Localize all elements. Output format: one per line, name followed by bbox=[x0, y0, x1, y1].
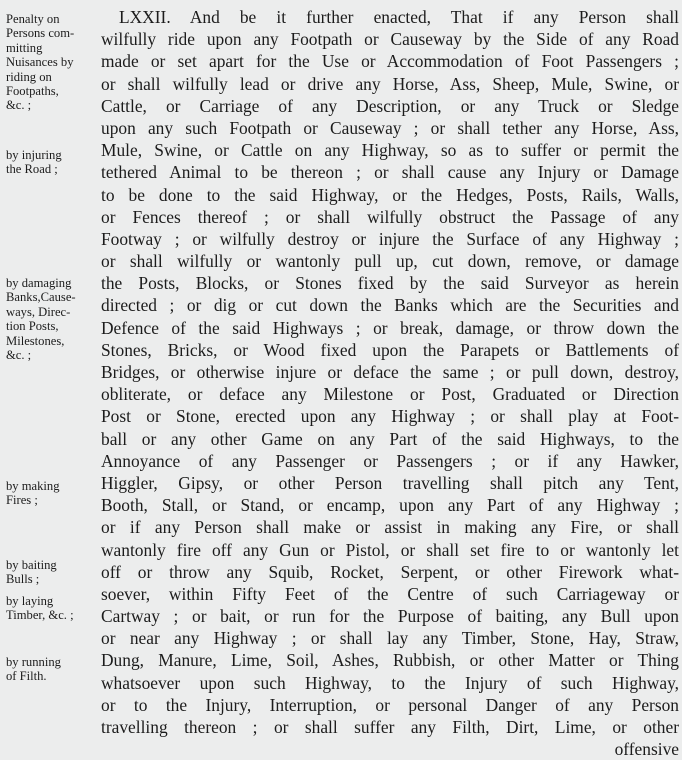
body-line: Bridges, or otherwise injure or deface the same ; or pull down, destroy, bbox=[101, 362, 679, 382]
body-line: off or throw any Squib, Rocket, Serpent, or other Firework what- bbox=[101, 561, 679, 582]
margin-note-line: &c. ; bbox=[6, 348, 32, 363]
body-line: the Posts, Blocks, or Stones fixed by the said Surveyor as herein bbox=[101, 273, 679, 294]
margin-note-line: by running bbox=[6, 655, 61, 669]
body-line: or if any Person shall make or assist in making any Fire, or shall bbox=[101, 517, 679, 538]
body-line: or Fences thereof ; or shall wilfully obstruct the Passage of any bbox=[101, 206, 679, 227]
margin-note-line: Fires ; bbox=[6, 493, 38, 508]
margin-note-line: by damaging bbox=[6, 276, 72, 290]
margin-note-injuring-road bbox=[6, 148, 62, 177]
margin-note-line: by laying bbox=[6, 594, 54, 608]
margin-note-line: Bulls ; bbox=[6, 572, 40, 587]
body-line: Defence of the said Highways ; or break, damage, or throw down the bbox=[101, 317, 679, 338]
body-line: Mule, Swine, or Cattle on any Highway, so as to suffer or permit the bbox=[101, 140, 679, 161]
margin-note-line: riding on bbox=[6, 69, 52, 84]
margin-note-running-filth bbox=[6, 655, 61, 684]
body-line: wilfully ride upon any Footpath or Causeway by the Side of any Road bbox=[101, 29, 679, 50]
body-line: or near any Highway ; or shall lay any Timber, Stone, Hay, Straw, bbox=[101, 628, 679, 649]
body-line: travelling thereon ; or shall suffer any Filth, Dirt, Lime, or other bbox=[101, 717, 679, 737]
margin-note-penalty-nuisances bbox=[6, 12, 74, 113]
margin-note-line: Banks,Cause- bbox=[6, 290, 76, 305]
body-line: Stones, Bricks, or Wood fixed upon the Parapets or Battlements of bbox=[101, 339, 679, 360]
margin-note-laying-timber bbox=[6, 594, 74, 623]
margin-note-line: tion Posts, bbox=[6, 319, 59, 334]
margin-note-line: by making bbox=[6, 479, 60, 493]
body-line: soever, within Fifty Feet of the Centre of such Carriageway or bbox=[101, 583, 679, 604]
margin-note-line: Penalty on bbox=[6, 12, 60, 26]
body-line: Annoyance of any Passenger or Passengers ; or if any Hawker, bbox=[101, 450, 679, 471]
body-line: to be done to the said Highway, or the Hedges, Posts, Rails, Walls, bbox=[101, 184, 679, 205]
body-line: made or set apart for the Use or Accommodation of Foot Passengers ; bbox=[101, 51, 679, 72]
margin-note-line: ways, Direc- bbox=[6, 304, 71, 319]
margin-note-line: by baiting bbox=[6, 558, 57, 572]
margin-note-line: by injuring bbox=[6, 148, 62, 162]
margin-note-line: Timber, &c. ; bbox=[6, 608, 74, 623]
body-line: whatsoever upon such Highway, to the Injury of such Highway, bbox=[101, 672, 679, 693]
body-line-section-heading: LXXII. And be it further enacted, That if any Person shall bbox=[119, 7, 679, 27]
margin-note-damaging-banks bbox=[6, 276, 76, 362]
margin-note-line: Milestones, bbox=[6, 333, 65, 348]
catchword: offensive bbox=[614, 739, 679, 760]
body-line: directed ; or dig or cut down the Banks which are the Securities and bbox=[101, 295, 679, 316]
body-line: tethered Animal to be thereon ; or shall cause any Injury or Damage bbox=[101, 162, 679, 183]
body-line: Footway ; or wilfully destroy or injure the Surface of any Highway ; bbox=[101, 228, 679, 249]
margin-note-line: Nuisances by bbox=[6, 55, 74, 70]
margin-notes bbox=[6, 0, 98, 701]
margin-note-line: Persons com- bbox=[6, 26, 75, 41]
body-line: Booth, Stall, or Stand, or encamp, upon any Part of any Highway ; bbox=[101, 495, 679, 516]
margin-note-line: Footpaths, bbox=[6, 84, 59, 99]
body-line: Cattle, or Carriage of any Description, or any Truck or Sledge bbox=[101, 95, 679, 116]
body-line: upon any such Footpath or Causeway ; or shall tether any Horse, Ass, bbox=[101, 117, 679, 138]
margin-note-line: &c. ; bbox=[6, 98, 32, 113]
body-line: ball or any other Game on any Part of the said Highways, to the bbox=[101, 428, 679, 449]
body-line: Dung, Manure, Lime, Soil, Ashes, Rubbish, or other Matter or Thing bbox=[101, 650, 679, 671]
margin-note-line: mitting bbox=[6, 40, 43, 55]
body-line: or to the Injury, Interruption, or personal Danger of any Person bbox=[101, 694, 679, 715]
body-line: or shall wilfully or wantonly pull up, cut down, remove, or damage bbox=[101, 251, 679, 272]
margin-note-making-fires bbox=[6, 479, 60, 508]
margin-note-line: the Road ; bbox=[6, 162, 58, 177]
body-line: wantonly fire off any Gun or Pistol, or shall set fire to or wantonly let bbox=[101, 539, 679, 560]
body-line: Post or Stone, erected upon any Highway ; or shall play at Foot- bbox=[101, 406, 679, 427]
body-line: Cartway ; or bait, or run for the Purpose of baiting, any Bull upon bbox=[101, 606, 679, 627]
section-body-text bbox=[101, 6, 679, 760]
body-line: obliterate, or deface any Milestone or Post, Graduated or Direction bbox=[101, 384, 679, 405]
body-line: or shall wilfully lead or drive any Horse, Ass, Sheep, Mule, Swine, or bbox=[101, 73, 679, 94]
body-line: Higgler, Gipsy, or other Person travelling shall pitch any Tent, bbox=[101, 472, 679, 493]
margin-note-line: of Filth. bbox=[6, 669, 47, 684]
margin-note-baiting-bulls bbox=[6, 558, 57, 587]
